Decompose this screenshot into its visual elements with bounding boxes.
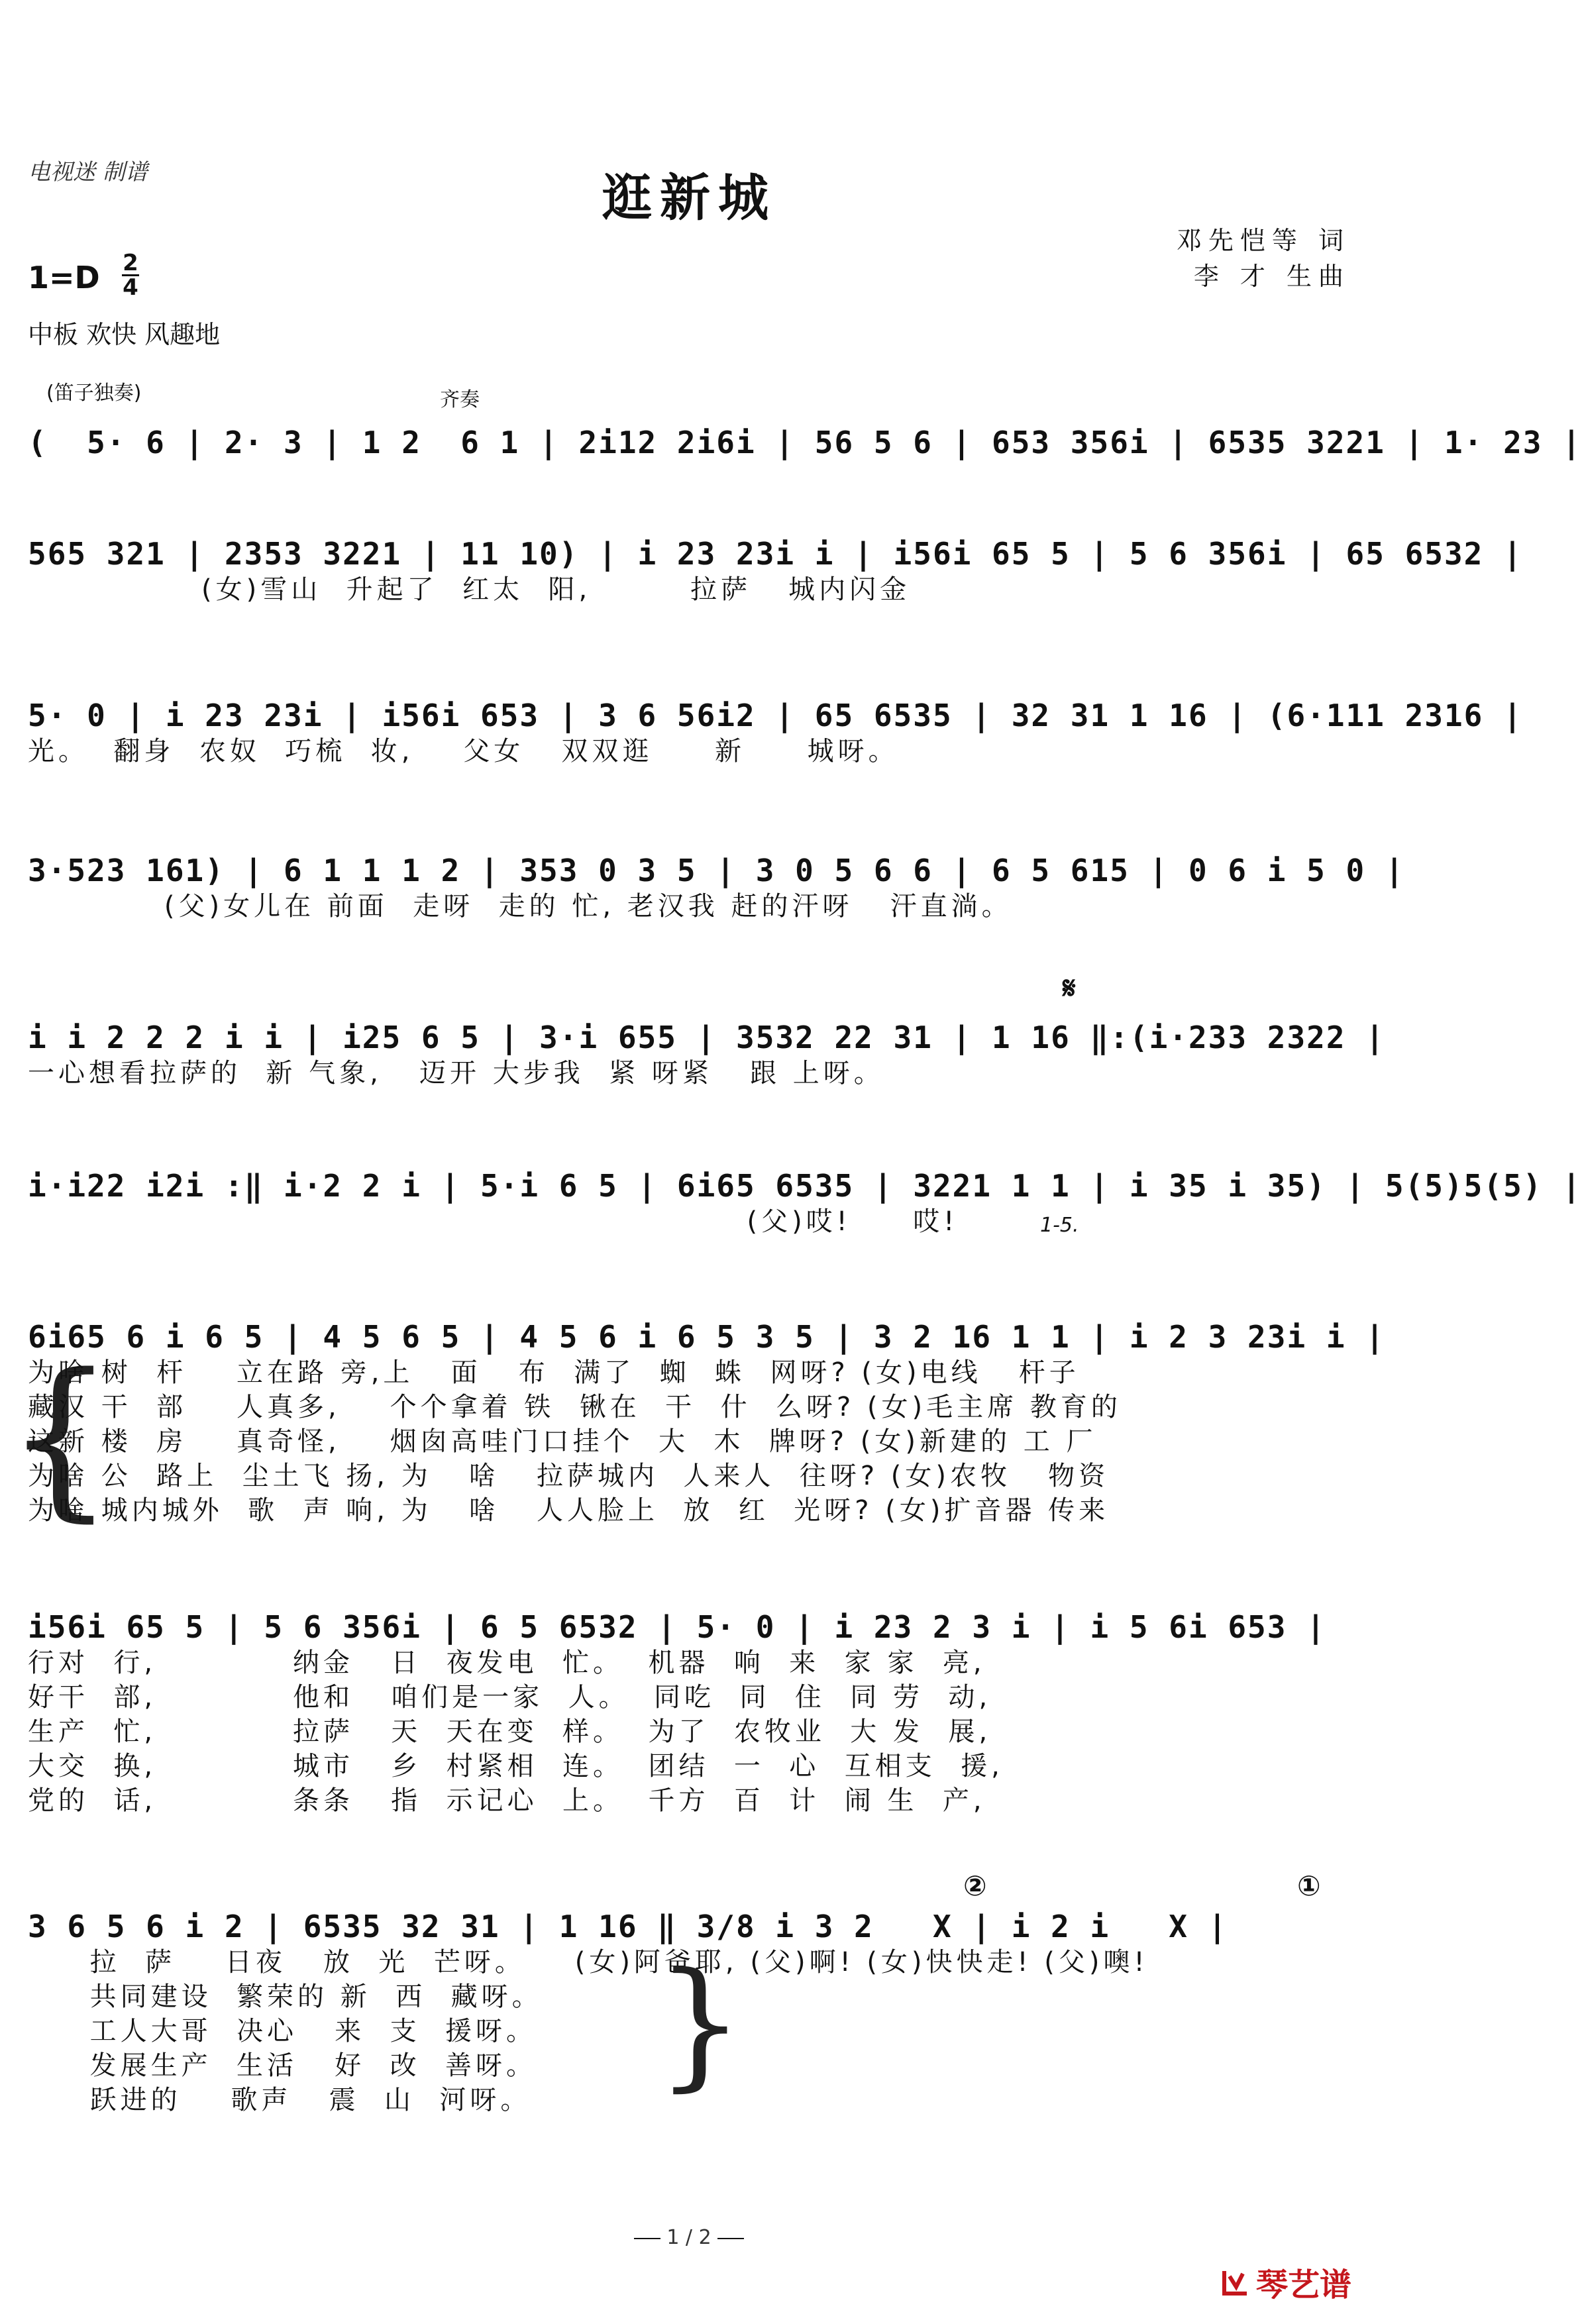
composer-credit: 李 才 生曲 — [1193, 262, 1350, 291]
lyric-line: 为啥 城内城外 歌 声 响, 为 啥 人人脸上 放 红 光呀? (女)扩音器 传来 — [28, 1495, 1110, 1526]
lyric-line: 拉 萨 日夜 放 光 芒呀。 (女)阿爸耶, (父)啊! (女)快快走! (父)噢! — [28, 1947, 1149, 1978]
music-system-4 — [28, 852, 1405, 924]
time-signature-top: 2 — [123, 250, 138, 276]
page-number-text: 1 / 2 — [666, 2226, 712, 2249]
verse-brace-left: { — [5, 1338, 115, 1538]
unison-label: 齐奏 — [440, 388, 480, 411]
lyric-line: 发展生产 生活 好 改 善呀。 — [28, 2050, 537, 2081]
notation-line: 3·523 161) | 6 1 1 1 2 | 353 0 3 5 | 3 0 5 6 6 | 6 5 615 | 0 6 i 5 0 | — [28, 853, 1405, 888]
brand-logo-icon — [1220, 2267, 1251, 2298]
lyric-line: (父)哎! 哎! — [28, 1206, 959, 1237]
flute-solo-label: (笛子独奏) — [46, 382, 142, 405]
key-signature: 1=D — [28, 260, 100, 295]
music-system-1 — [28, 424, 1582, 461]
lyric-line: 工人大哥 决心 来 支 援呀。 — [28, 2016, 537, 2046]
page-rule-left — [634, 2238, 660, 2239]
lyric-line: 好干 部, 他和 咱们是一家 人。 同吃 同 住 同 劳 动, — [28, 1682, 992, 1713]
lyric-line: 大交 换, 城市 乡 村紧相 连。 团结 一 心 互相支 援, — [28, 1751, 1004, 1781]
lyric-line: 为啥 公 路上 尘土飞 扬, 为 啥 拉萨城内 人来人 往呀? (女)农牧 物资 — [28, 1461, 1110, 1491]
page-number — [0, 2226, 1378, 2249]
notation-line: ( 5· 6 | 2· 3 | 1 2 6 1 | 2i12 2i6i | 56 5 6 | 653 356i | 6535 3221 | 1· 23 | — [28, 425, 1582, 460]
music-system-2 — [28, 535, 1523, 607]
notation-line: 3 6 5 6 i 2 | 6535 32 31 | 1 16 ‖ 3/8 i 3 2 X | i 2 i X | — [28, 1909, 1228, 1944]
music-system-6 — [28, 1167, 1582, 1239]
score-credit: 电视迷 制谱 — [28, 159, 148, 185]
lyric-line: 跃进的 歌声 震 山 河呀。 — [28, 2085, 531, 2115]
segno-sign: 𝄋 — [1063, 970, 1076, 1006]
lyric-line: 藏汉 干 部 人真多, 个个拿着 铁 锹在 干 什 么呀? (女)毛主席 教育的 — [28, 1392, 1122, 1422]
lyric-line: 光。 翻身 农奴 巧梳 妆, 父女 双双逛 新 城呀。 — [28, 736, 899, 766]
music-system-7 — [28, 1318, 1385, 1528]
song-title: 逛新城 — [602, 168, 776, 227]
lyricist-credit: 邓先恺等 词 — [1176, 226, 1350, 255]
notation-line: i i 2 2 2 i i | i25 6 5 | 3·i 655 | 3532 22 31 | 1 16 ‖:(i·233 2322 | — [28, 1020, 1385, 1055]
lyric-line: 生产 忙, 拉萨 天 天在变 样。 为了 农牧业 大 发 展, — [28, 1717, 992, 1747]
notation-line: 6i65 6 i 6 5 | 4 5 6 5 | 4 5 6 i 6 5 3 5 | 3 2 16 1 1 | i 2 3 23i i | — [28, 1319, 1385, 1355]
notation-line: i56i 65 5 | 5 6 356i | 6 5 6532 | 5· 0 | i 23 2 3 i | i 5 6i 653 | — [28, 1609, 1326, 1645]
lyric-line: 为啥 树 杆 立在路 旁,上 面 布 满了 蜘 蛛 网呀? (女)电线 杆子 — [28, 1357, 1080, 1388]
music-system-3 — [28, 697, 1523, 768]
page-rule-right — [717, 2238, 744, 2239]
verse-brace-right: } — [656, 1942, 745, 2105]
notation-line: 5· 0 | i 23 23i | i56i 653 | 3 6 56i2 | 65 6535 | 32 31 1 16 | (6·111 2316 | — [28, 698, 1523, 733]
lyric-line: 行对 行, 纳金 日 夜发电 忙。 机器 响 来 家 家 亮, — [28, 1648, 986, 1678]
notation-line: i·i22 i2i :‖ i·2 2 i | 5·i 6 5 | 6i65 6535 | 3221 1 1 | i 35 i 35) | 5(5)5(5) | — [28, 1168, 1582, 1204]
tempo-marking: 中板 欢快 风趣地 — [28, 320, 221, 349]
volta-label: 1-5. — [1040, 1214, 1079, 1237]
lyric-line: 党的 话, 条条 指 示记心 上。 千方 百 计 闹 生 产, — [28, 1785, 986, 1816]
notation-line: 565 321 | 2353 3221 | 11 10) | i 23 23i i | i56i 65 5 | 5 6 356i | 65 6532 | — [28, 536, 1523, 572]
time-signature-bottom: 4 — [123, 274, 138, 301]
brand-logo — [1220, 2259, 1351, 2305]
ending-mark-2: ② — [963, 1870, 987, 1902]
brand-logo-text: 琴艺谱 — [1255, 2266, 1351, 2303]
ending-mark-1: ① — [1297, 1870, 1321, 1902]
lyric-line: 一心想看拉萨的 新 气象, 迈开 大步我 紧 呀紧 跟 上呀。 — [28, 1058, 884, 1088]
lyric-line: (父)女儿在 前面 走呀 走的 忙, 老汉我 赶的汗呀 汗直淌。 — [28, 891, 1012, 922]
lyric-line: (女)雪山 升起了 红太 阳, 拉萨 城内闪金 — [28, 574, 911, 605]
lyric-line: 这新 楼 房 真奇怪, 烟囱高哇门口挂个 大 木 牌呀? (女)新建的 工 厂 — [28, 1426, 1097, 1457]
music-system-8 — [28, 1609, 1350, 1818]
time-signature — [122, 252, 139, 299]
music-system-5 — [28, 1019, 1385, 1090]
lyric-line: 共同建设 繁荣的 新 西 藏呀。 — [28, 1981, 543, 2012]
